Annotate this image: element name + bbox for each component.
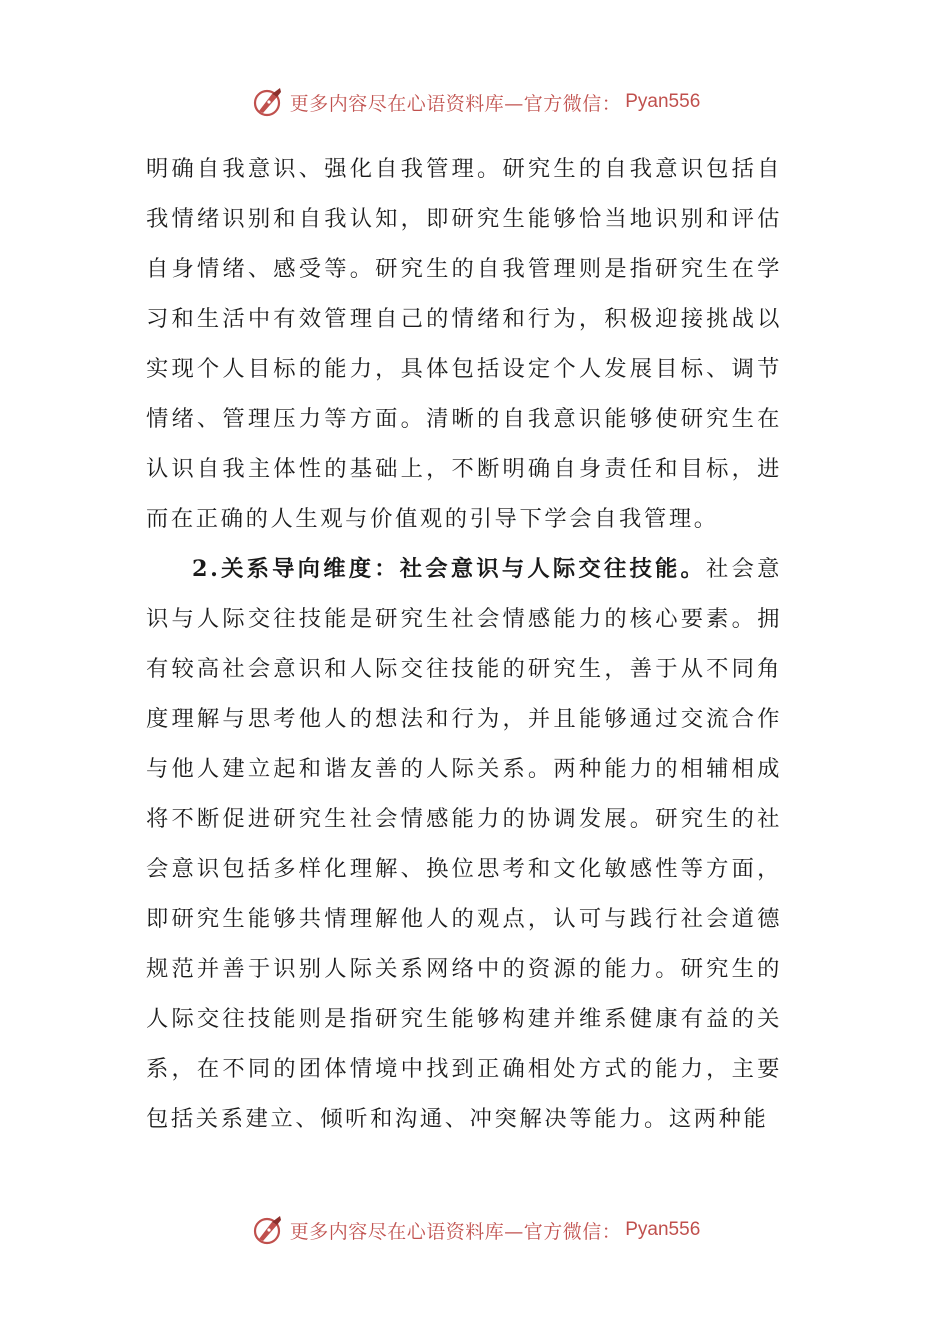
section-heading-relationship: 2.关系导向维度：社会意识与人际交往技能。 [192,556,707,582]
footer-banner-text: 更多内容尽在心语资料库—官方微信： [289,1220,622,1243]
header-banner [0,82,950,122]
header-banner-text: 更多内容尽在心语资料库—官方微信： [289,92,622,115]
pen-nib-logo-icon [250,1212,286,1248]
paragraph-relationship-dimension [146,544,782,1144]
pen-nib-logo-icon [250,84,286,120]
footer-banner [0,1210,950,1250]
header-banner-wechat-id: Pyan556 [625,91,701,112]
paragraph-self-awareness: 明确自我意识、强化自我管理。研究生的自我意识包括自我情绪识别和自我认知，即研究生能够恰当地识别和评估自身情绪、感受等。研究生的自我管理则是指研究生在学习和生活中有效管理自己的情绪和行为，积极迎接挑战以实现个人目标的能力，具体包括设定个人发展目标、调节情绪、管理压力等方面。清晰的自我意识能够使研究生在认识自我主体性的基础上，不断明确自身责任和目标，进而在正确的人生观与价值观的引导下学会自我管理。 [146,156,782,532]
paragraph-relationship-body: 社会意识与人际交往技能是研究生社会情感能力的核心要素。拥有较高社会意识和人际交往技能的研究生，善于从不同角度理解与思考他人的想法和行为，并且能够通过交流合作与他人建立起和谐友善的人际关系。两种能力的相辅相成将不断促进研究生社会情感能力的协调发展。研究生的社会意识包括多样化理解、换位思考和文化敏感性等方面，即研究生能够共情理解他人的观点，认可与践行社会道德规范并善于识别人际关系网络中的资源的能力。研究生的人际交往技能则是指研究生能够构建并维系健康有益的关系，在不同的团体情境中找到正确相处方式的能力，主要包括关系建立、倾听和沟通、冲突解决等能力。这两种能 [146,556,782,1132]
document-body [146,144,782,1144]
footer-banner-wechat-id: Pyan556 [625,1219,701,1240]
